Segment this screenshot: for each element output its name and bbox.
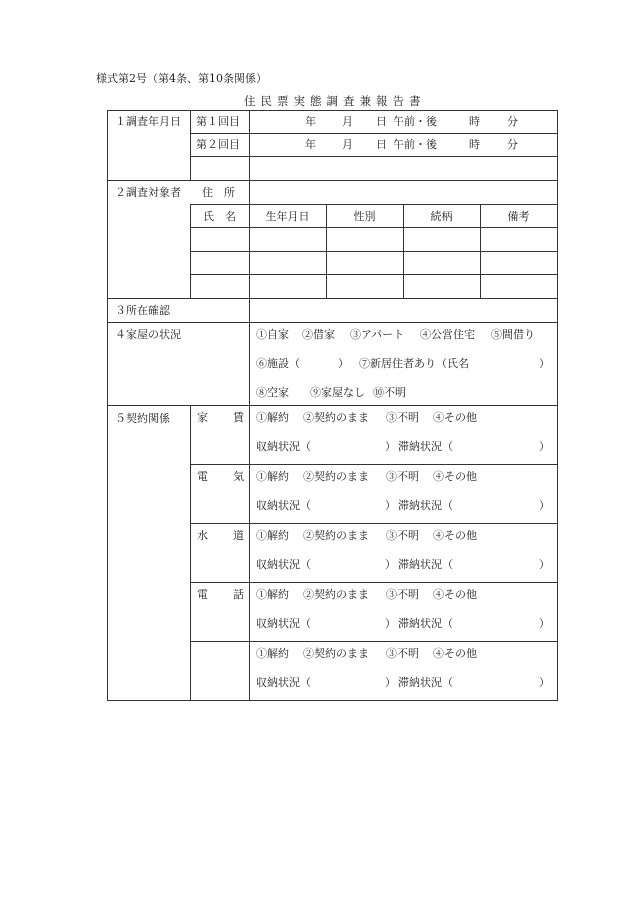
contracts-label: ５契約関係 — [115, 412, 170, 425]
contract-row-4-option-2: ③不明 — [386, 647, 419, 660]
contract-row-0-name-right: 賃 — [233, 411, 244, 424]
subject-label: ２調査対象者 — [115, 186, 181, 199]
contract-row-2-status-close: ） — [385, 558, 396, 571]
contract-row-3-name-right: 話 — [233, 588, 244, 601]
contract-row-1-name-right: 気 — [233, 470, 244, 483]
visit-2-label: 第２回目 — [196, 138, 240, 151]
contract-row-1-arrears-label: 滞納状況（ — [398, 499, 453, 512]
location-label: ３所在確認 — [115, 304, 170, 317]
contract-row-3-option-2: ③不明 — [386, 588, 419, 601]
contract-row-1-arrears-close: ） — [539, 499, 550, 512]
contract-row-3-option-0: ①解約 — [256, 588, 289, 601]
contract-row-2-option-0: ①解約 — [256, 529, 289, 542]
housing-rented: ②借家 — [302, 328, 335, 341]
contract-row-3-option-1: ②契約のまま — [303, 588, 369, 601]
visit-2-day: 日 — [376, 138, 387, 151]
form-title: 住民票実態調査兼報告書 — [244, 94, 426, 108]
address-label: 住 所 — [202, 186, 235, 199]
col-birthdate: 生年月日 — [265, 210, 310, 223]
contract-row-0-option-0: ①解約 — [256, 411, 289, 424]
contract-row-1-option-2: ③不明 — [386, 470, 419, 483]
housing-label: ４家屋の状況 — [115, 328, 181, 341]
visit-1-hour: 時 — [469, 115, 480, 128]
contract-row-1-option-0: ①解約 — [256, 470, 289, 483]
contract-row-1-name-left: 電 — [197, 470, 208, 483]
visit-2-hour: 時 — [469, 138, 480, 151]
contract-row-3-name-left: 電 — [197, 588, 208, 601]
contract-row-0-option-3: ④その他 — [433, 411, 477, 424]
housing-none: ⑨家屋なし — [310, 386, 365, 399]
visit-2-month: 月 — [342, 138, 353, 151]
contract-row-4-status-label: 収納状況（ — [256, 676, 311, 689]
contract-row-0-name-left: 家 — [197, 411, 208, 424]
contract-row-3-option-3: ④その他 — [433, 588, 477, 601]
contract-row-0-status-label: 収納状況（ — [256, 440, 311, 453]
contract-row-0-option-2: ③不明 — [386, 411, 419, 424]
housing-facility: ⑥施設（ — [256, 357, 300, 370]
contract-row-2-status-label: 収納状況（ — [256, 558, 311, 571]
housing-owned: ①自家 — [256, 328, 289, 341]
housing-vacant: ⑧空家 — [256, 386, 289, 399]
visit-1-ampm: 午前・後 — [393, 115, 437, 128]
housing-new-resident: ⑦新居住者あり（氏名 — [359, 357, 469, 370]
contract-row-0-status-close: ） — [385, 440, 396, 453]
contract-row-4-arrears-label: 滞納状況（ — [398, 676, 453, 689]
contract-row-3-status-label: 収納状況（ — [256, 617, 311, 630]
contract-row-4-option-1: ②契約のまま — [303, 647, 369, 660]
contract-row-1-option-1: ②契約のまま — [303, 470, 369, 483]
visit-1-minute: 分 — [507, 115, 518, 128]
housing-room-rental: ⑤間借り — [491, 328, 535, 341]
form-number-label: 様式第2号（第4条、第10条関係） — [96, 72, 267, 85]
col-gender: 性別 — [353, 210, 376, 223]
contract-row-2-name-right: 道 — [233, 529, 244, 542]
contract-row-0-arrears-close: ） — [539, 440, 550, 453]
visit-2-year: 年 — [305, 138, 316, 151]
contract-row-1-status-label: 収納状況（ — [256, 499, 311, 512]
contract-row-1-option-3: ④その他 — [433, 470, 477, 483]
survey-date-label: １調査年月日 — [115, 115, 181, 128]
contract-row-3-arrears-label: 滞納状況（ — [398, 617, 453, 630]
contract-row-2-option-2: ③不明 — [386, 529, 419, 542]
contract-row-2-option-1: ②契約のまま — [303, 529, 369, 542]
contract-row-4-option-0: ①解約 — [256, 647, 289, 660]
visit-2-minute: 分 — [507, 138, 518, 151]
contract-row-4-arrears-close: ） — [539, 676, 550, 689]
visit-1-day: 日 — [376, 115, 387, 128]
visit-1-month: 月 — [342, 115, 353, 128]
report-form-table — [107, 110, 558, 701]
col-remarks: 備考 — [507, 210, 530, 223]
housing-apartment: ③アパート — [350, 328, 405, 341]
contract-row-2-arrears-label: 滞納状況（ — [398, 558, 453, 571]
contract-row-1-status-close: ） — [385, 499, 396, 512]
contract-row-0-arrears-label: 滞納状況（ — [398, 440, 453, 453]
contract-row-3-status-close: ） — [385, 617, 396, 630]
col-relationship: 続柄 — [430, 210, 453, 223]
visit-1-year: 年 — [305, 115, 316, 128]
housing-new-resident-close: ） — [539, 357, 550, 370]
contract-row-0-option-1: ②契約のまま — [303, 411, 369, 424]
contract-row-4-status-close: ） — [385, 676, 396, 689]
contract-row-2-option-3: ④その他 — [433, 529, 477, 542]
contract-row-3-arrears-close: ） — [539, 617, 550, 630]
visit-2-ampm: 午前・後 — [393, 138, 437, 151]
col-name: 氏 名 — [203, 210, 236, 223]
housing-facility-close: ） — [338, 357, 349, 370]
contract-row-4-option-3: ④その他 — [433, 647, 477, 660]
visit-1-label: 第１回目 — [196, 115, 240, 128]
housing-public: ④公営住宅 — [420, 328, 475, 341]
housing-unknown: ⑩不明 — [373, 386, 406, 399]
contract-row-2-name-left: 水 — [197, 529, 208, 542]
contract-row-2-arrears-close: ） — [539, 558, 550, 571]
